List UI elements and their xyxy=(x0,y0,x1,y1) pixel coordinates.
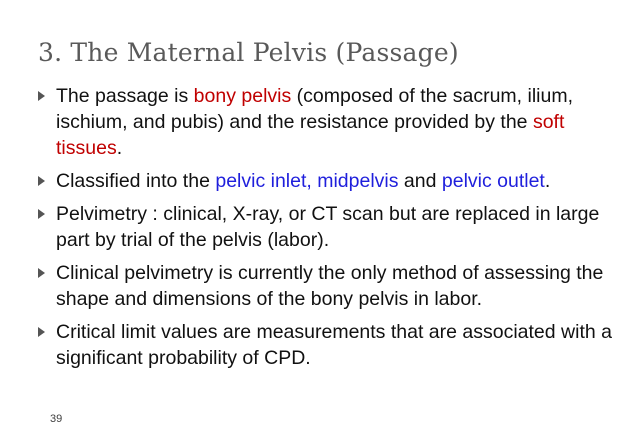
bullet-item xyxy=(36,83,616,161)
highlight-term: pelvic inlet, midpelvis xyxy=(215,170,399,192)
triangle-bullet-icon xyxy=(38,209,45,219)
bullet-item xyxy=(36,260,616,312)
bullet-text: . xyxy=(116,137,123,159)
bullet-text: and xyxy=(398,170,442,192)
bullet-item xyxy=(36,319,616,371)
bullet-text: (composed of the sacrum, ilium, ischium, and pubis) and the resistance provided by the xyxy=(56,85,574,133)
highlight-term: bony pelvis xyxy=(193,85,292,107)
triangle-bullet-icon xyxy=(38,268,45,278)
bullet-text: Classified into the xyxy=(56,170,216,192)
triangle-bullet-icon xyxy=(38,327,45,337)
page-number: 39 xyxy=(50,413,63,425)
highlight-term: pelvic outlet xyxy=(441,170,545,192)
bullet-item xyxy=(36,201,616,253)
triangle-bullet-icon xyxy=(38,176,45,186)
triangle-bullet-icon xyxy=(38,91,45,101)
bullet-item xyxy=(36,168,616,194)
bullet-text: Critical limit values are measurements that are associated with a significant probability of CPD. xyxy=(56,321,612,369)
bullet-text: The passage is xyxy=(56,85,194,107)
bullet-list xyxy=(36,83,616,378)
slide-title: 3. The Maternal Pelvis (Passage) xyxy=(38,38,459,67)
bullet-text: . xyxy=(544,170,551,192)
bullet-text: Clinical pelvimetry is currently the only method of assessing the shape and dimensions of the bony pelvis in labor. xyxy=(56,262,604,310)
highlight-term: soft tissues xyxy=(56,111,565,159)
bullet-text: Pelvimetry : clinical, X-ray, or CT scan but are replaced in large part by trial of the pelvis (labor). xyxy=(56,203,600,251)
